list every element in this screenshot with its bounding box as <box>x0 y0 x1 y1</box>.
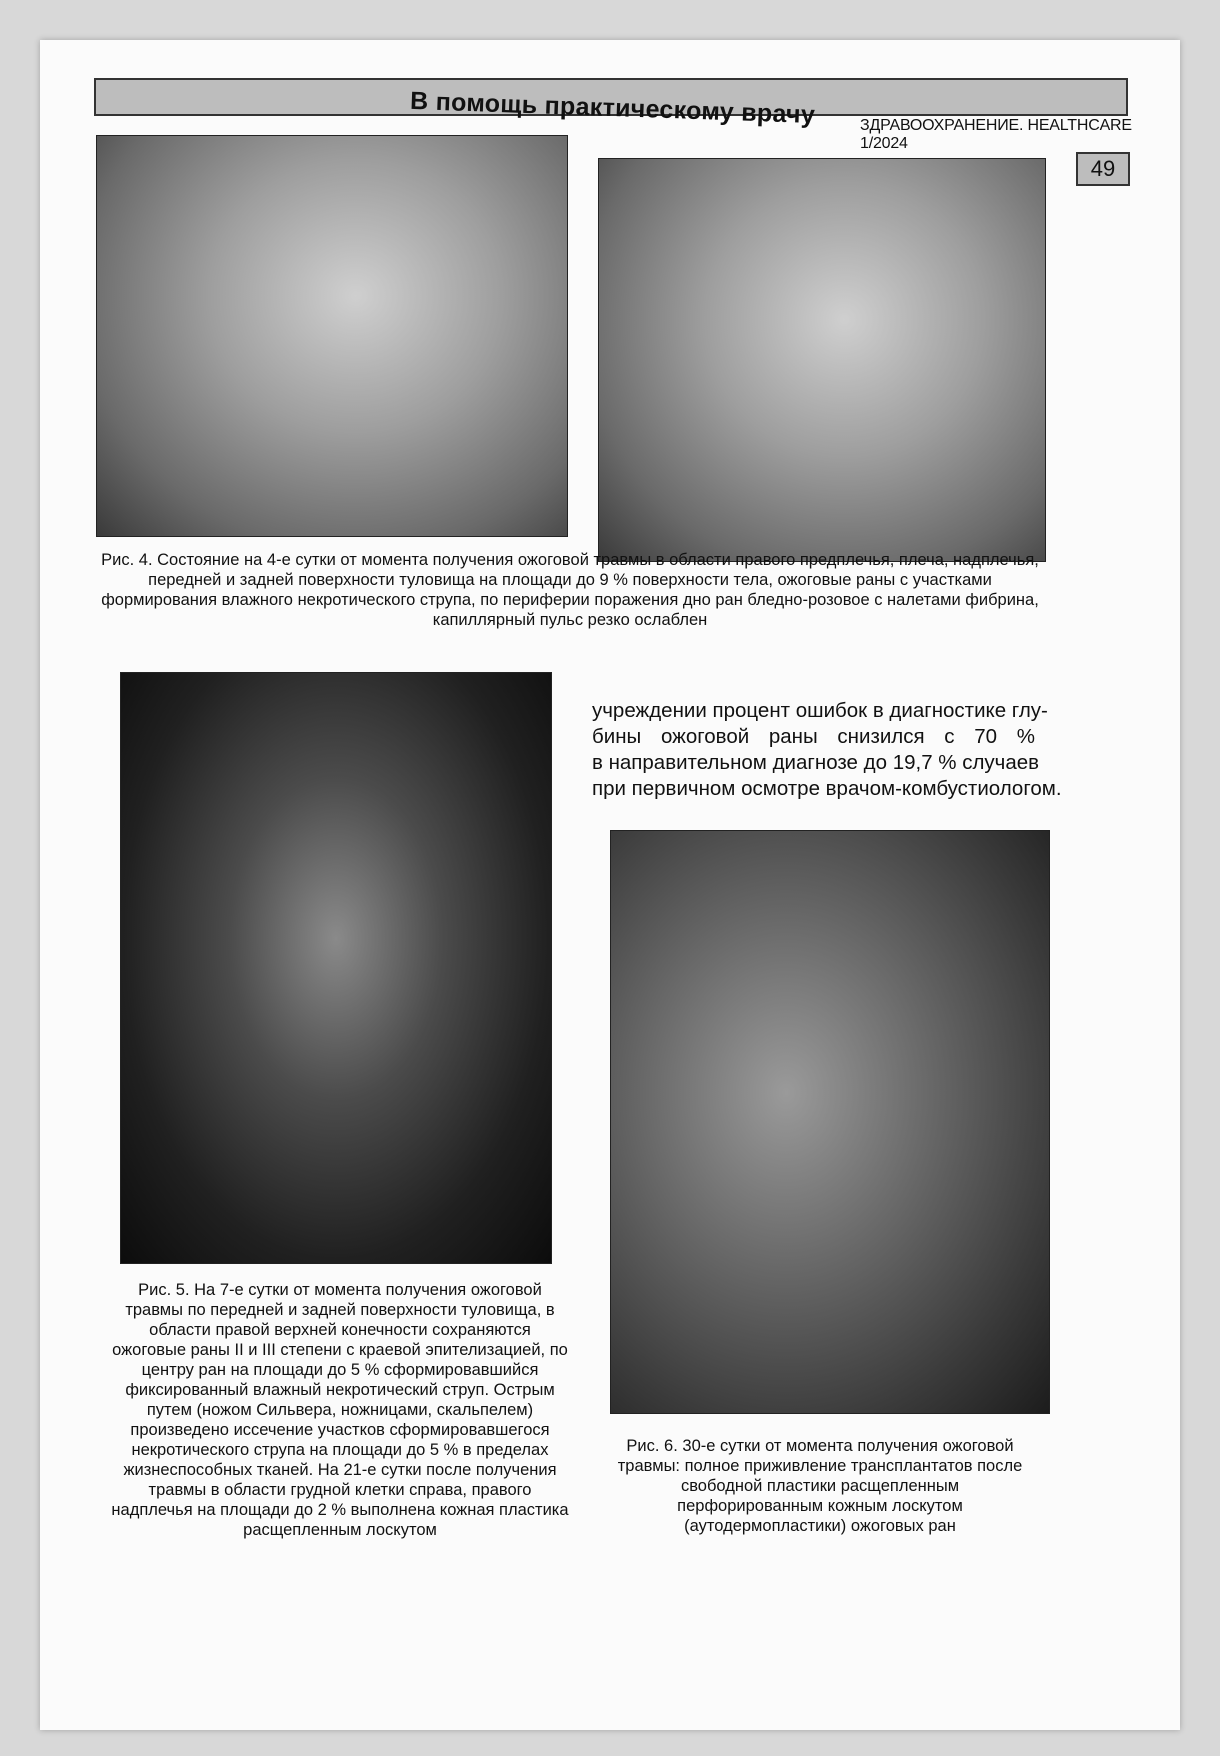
journal-name: ЗДРАВООХРАНЕНИЕ. HEALTHCARE 1/2024 <box>860 117 1132 152</box>
body-line: в направительном диагнозе до 19,7 % случаев <box>592 751 1040 774</box>
fig5-photo <box>120 672 552 1264</box>
body-line: бины ожоговой раны снизился с 70 % <box>592 725 1035 748</box>
fig6-photo <box>610 830 1050 1414</box>
body-paragraph <box>592 698 1062 802</box>
section-title: В помощь практическому врачу <box>409 86 816 130</box>
fig5-caption: Рис. 5. На 7-е сутки от момента получения ожоговой травмы по передней и задней поверхности туловища, в области правой верхней конечности сохраняются ожоговые раны II и III степени с краевой эпителизацией, по центру ран на площади до 5 % сформировавшийся фиксированный влажный некротический струп. Острым путем (ножом Сильвера, ножницами, скальпелем) произведено иссечение участков сформировавшегося некротического струпа на площади до 5 % в пределах жизнеспособных тканей. На 21-е сутки после получения травмы в области грудной клетки справа, правого надплечья на площади до 2 % выполнена кожная пластика расщепленным лоскутом <box>111 1281 569 1539</box>
page-number: 49 <box>1076 152 1130 186</box>
body-line: учреждении процент ошибок в диагностике глу- <box>592 699 1048 722</box>
fig4-photo-right <box>598 158 1046 562</box>
journal-page <box>40 40 1180 1730</box>
body-line: при первичном осмотре врачом-комбустиологом. <box>592 777 1062 800</box>
fig4-caption: Рис. 4. Состояние на 4-е сутки от момента получения ожоговой травмы в области правого предплечья, плеча, надплечья, передней и задней поверхности туловища на площади до 9 % поверхности тела, ожоговые раны с участками формирования влажного некротического струпа, по периферии поражения дно ран бледно-розовое с налетами фибрина, капиллярный пульс резко ослаблен <box>101 551 1039 629</box>
fig4-photo-left <box>96 135 568 537</box>
fig6-caption: Рис. 6. 30-е сутки от момента получения ожоговой травмы: полное приживление трансплантатов после свободной пластики расщепленным перфорированным кожным лоскутом (аутодермопластики) ожоговых ран <box>617 1437 1023 1535</box>
